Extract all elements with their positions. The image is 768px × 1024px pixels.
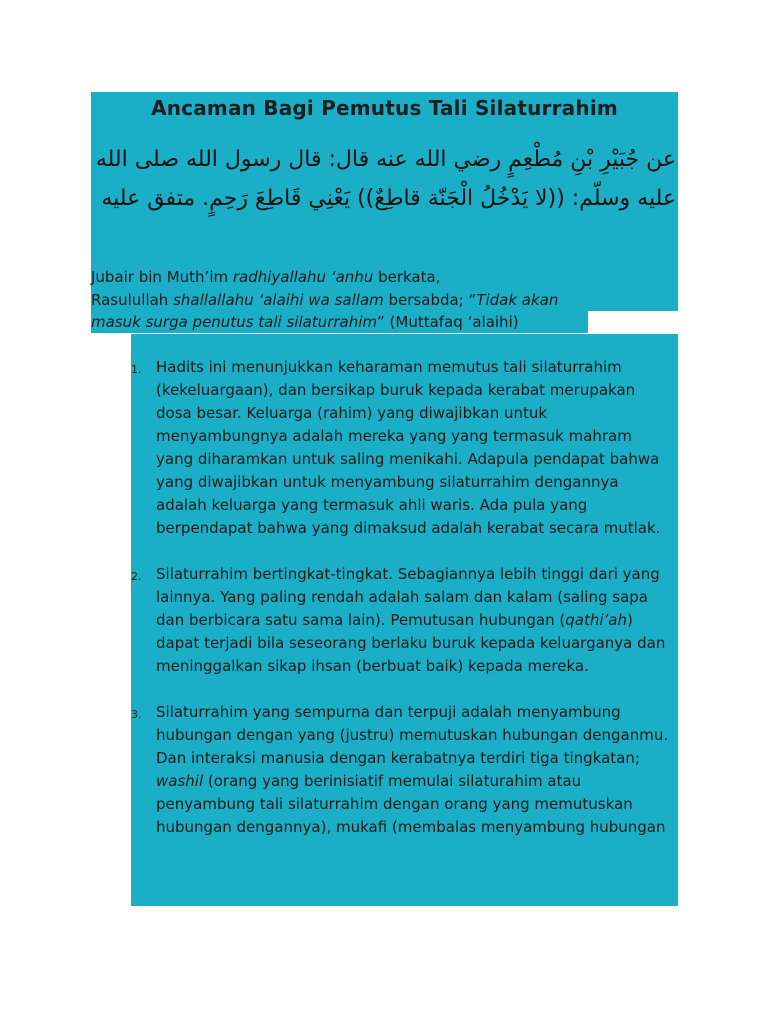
list-number: 3. — [131, 708, 142, 721]
explanation-list — [131, 356, 671, 862]
list-number: 2. — [131, 570, 142, 583]
arabic-hadith-text: عن جُبَيْرِ بْنِ مُطْعِمٍ رضي الله عنه قال: قال رسول الله صلى الله عليه وسلّم: ((لا يَدْخُلُ الْجَنّة قاطِعٌ)) يَعْنِي قَاطِعَ رَحِمٍ. متفق عليه — [95, 147, 676, 211]
page-title: Ancaman Bagi Pemutus Tali Silaturrahim — [151, 96, 618, 120]
hadith-translation: Jubair bin Muth’im radhiyallahu ‘anhu berkata, Rasulullah shallallahu ‘alaihi wa sallam bersabda; “Tidak akan masuk surga penutus tali silaturrahim” (Muttafaq ‘alaihi) — [91, 268, 559, 331]
list-item-text: Hadits ini menunjukkan keharaman memutus tali silaturrahim (kekeluargaan), dan bersikap buruk kepada kerabat merupakan dosa besar. Keluarga (rahim) yang diwajibkan untuk menyambungnya adalah mereka yang yang termasuk mahram yang diharamkan untuk saling menikahi. Adapula pendapat bahwa yang diwajibkan untuk menyambung silaturrahim dengannya adalah keluarga yang termasuk ahli waris. Ada pula yang berpendapat bahwa yang dimaksud adalah kerabat secara mutlak. — [156, 358, 661, 537]
list-item-text: Silaturrahim yang sempurna dan terpuji adalah menyambung hubungan dengan yang (justru) memutuskan hubungan denganmu. Dan interaksi manusia dengan kerabatnya terdiri tiga tingkatan; washil (orang yang berinisiatif memulai silaturahim atau penyambung tali silaturrahim dengan orang yang memutuskan hubungan dengannya), mukafi (membalas menyambung hubungan — [156, 703, 669, 836]
list-item — [131, 563, 671, 678]
list-item-text: Silaturrahim bertingkat-tingkat. Sebagiannya lebih tinggi dari yang lainnya. Yang paling rendah adalah salam dan kalam (saling sapa dan berbicara satu sama lain). Pemutusan hubungan (qathi’ah) dapat terjadi bila seseorang berlaku buruk kepada keluarganya dan meninggalkan sikap ihsan (berbuat baik) kepada mereka. — [156, 565, 666, 675]
list-number: 1. — [131, 363, 142, 376]
list-item — [131, 701, 671, 839]
list-item — [131, 356, 671, 540]
